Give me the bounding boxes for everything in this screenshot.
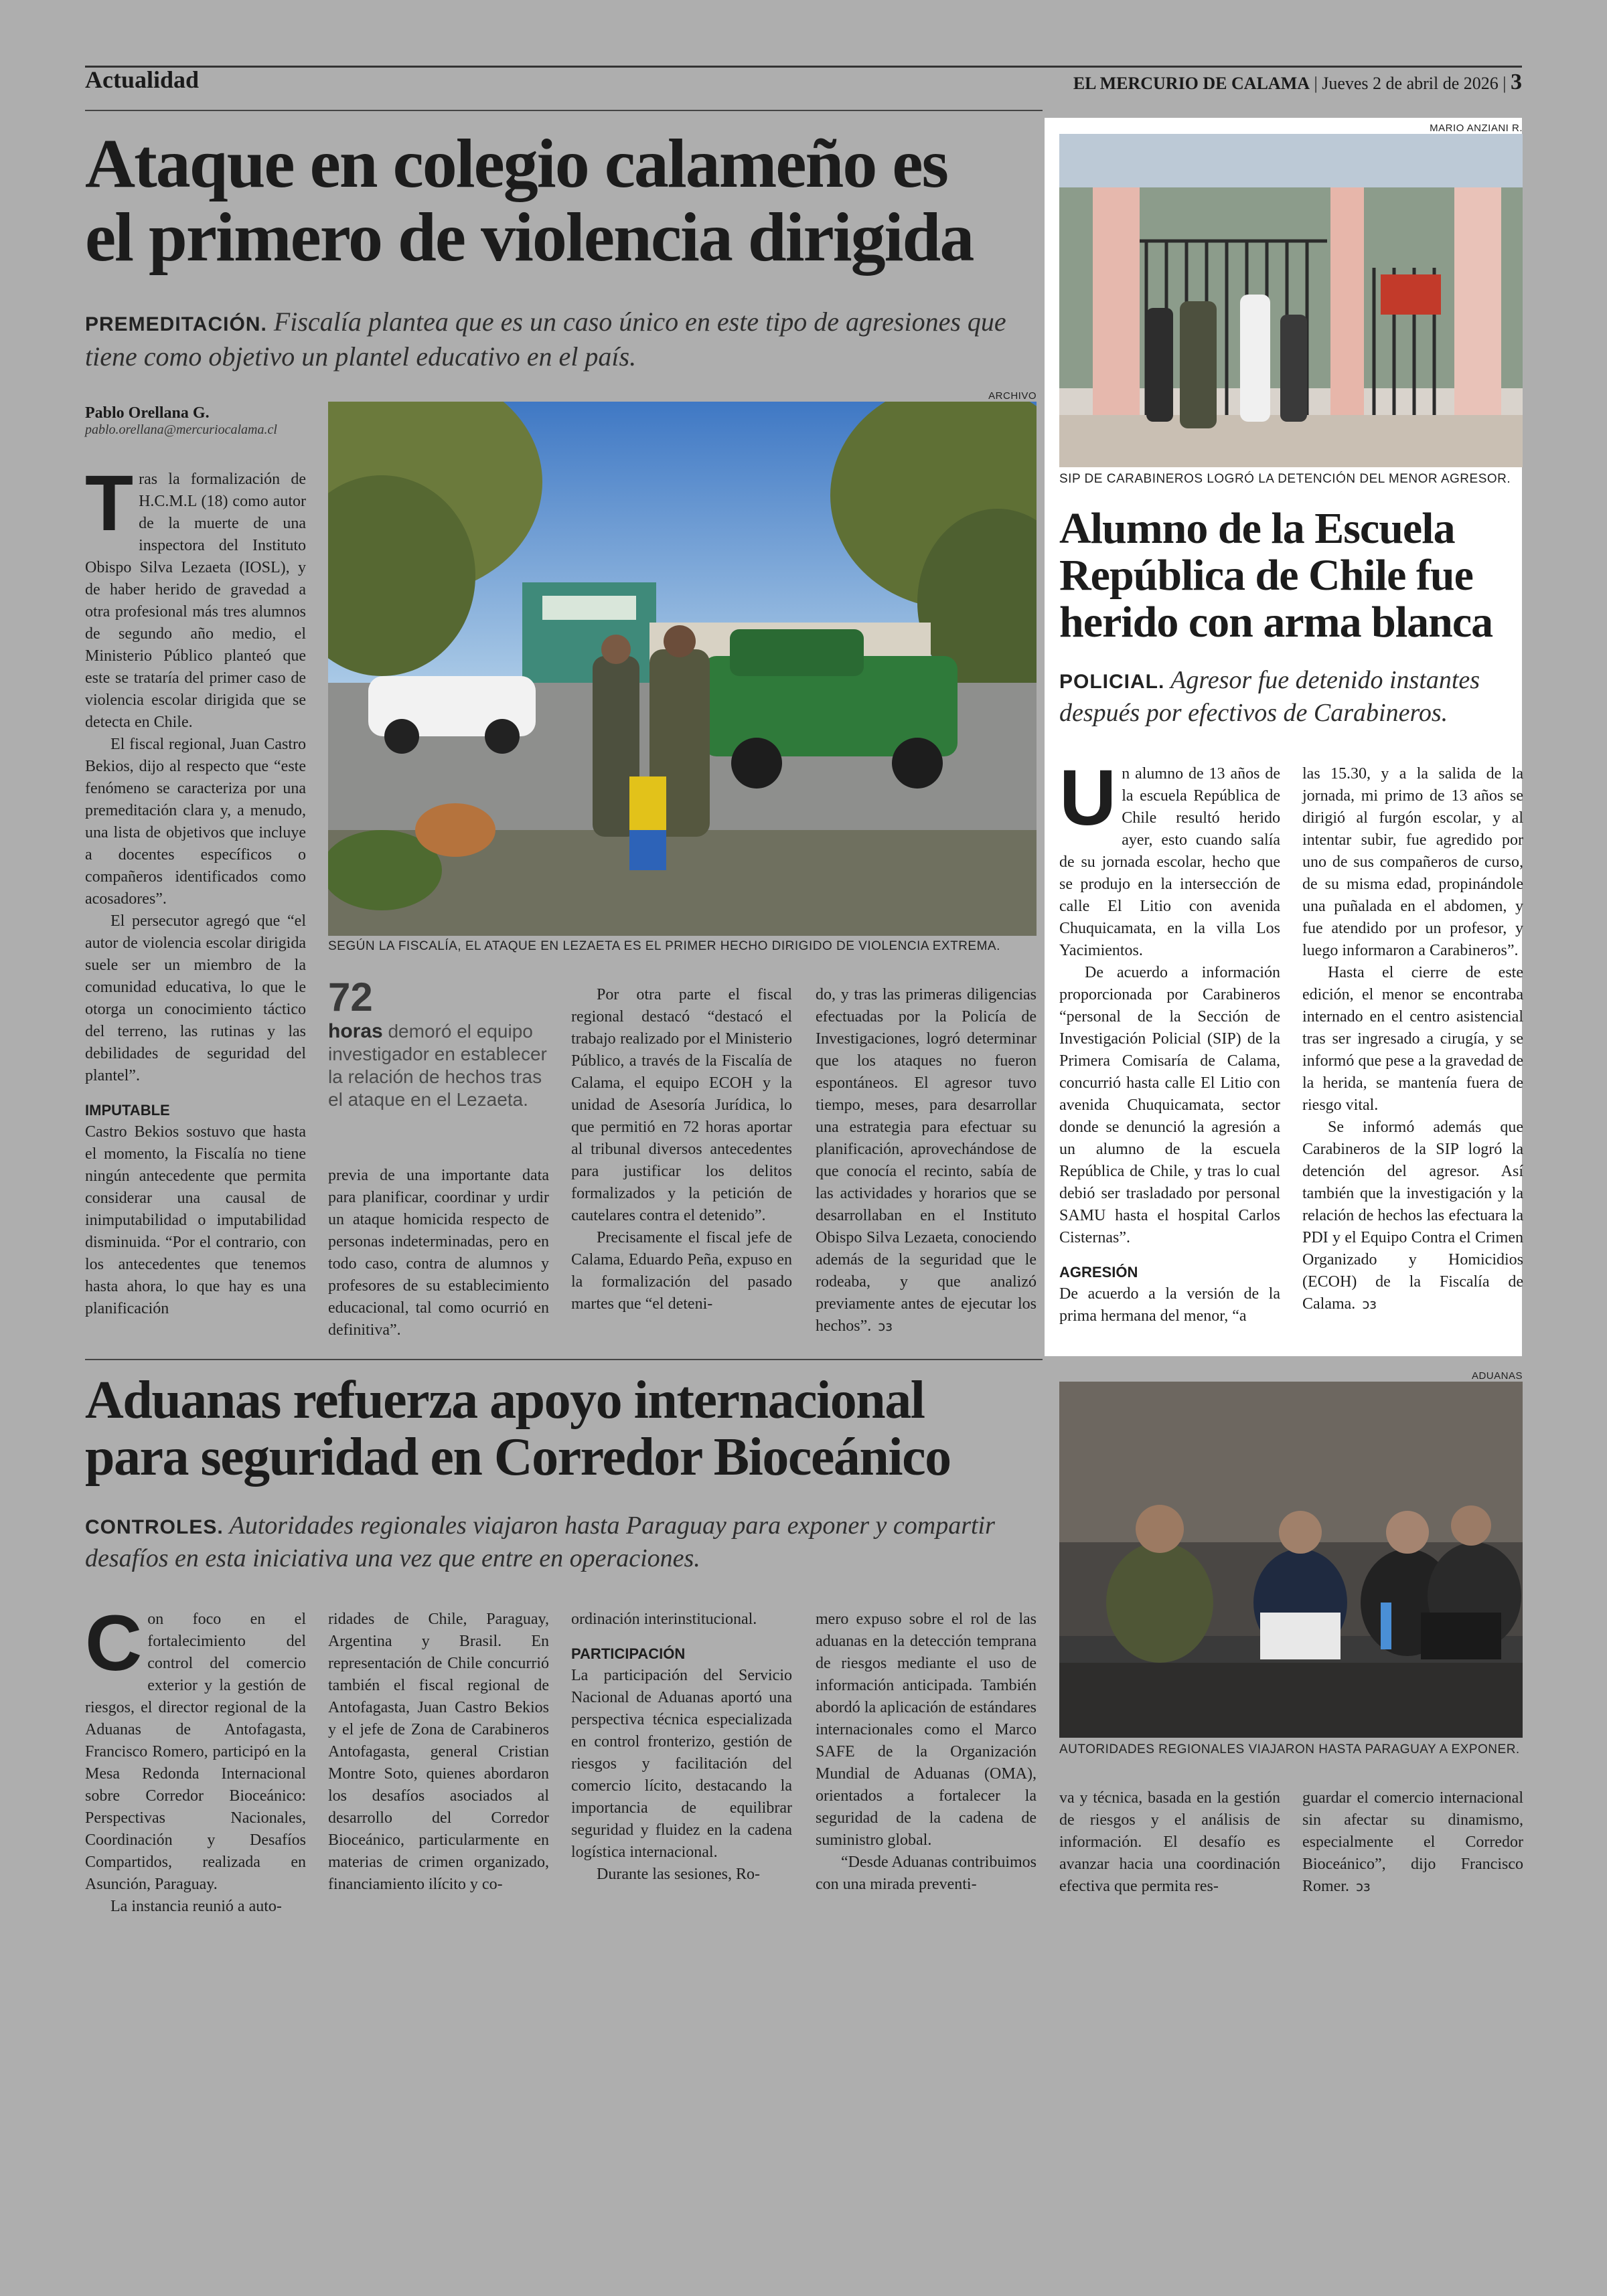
end-mark: ↄз	[1356, 1878, 1371, 1894]
page-date: Jueves 2 de abril de 2026	[1322, 74, 1499, 93]
article1-stat-box	[328, 974, 549, 1111]
school-gate-image	[1059, 134, 1523, 467]
newspaper-name: EL MERCURIO DE CALAMA	[1073, 74, 1310, 93]
article2-caption: SIP DE CARABINEROS LOGRÓ LA DETENCIÓN DEL MENOR AGRESOR.	[1059, 472, 1511, 486]
article2-col1-p2: De acuerdo a información proporcionada por Carabineros “personal de la Sección de Investigación Policial (SIP) de la Primera Comisaría de Calama, concurrió hasta calle El Litio con avenida Chuquicamata, sector donde se denunció la agresión a un alumno de la escuela República de Chile, y tras lo cual debió ser trasladado por personal SAMU hasta el hospital Carlos Cisternas”.	[1059, 964, 1280, 1246]
stat-number: 72	[328, 975, 373, 1019]
article1-headline-line1: Ataque en colegio calameño es	[85, 125, 948, 202]
article3-col6-p1: guardar el comercio internacional sin afectar su dinamismo, especialmente el Corredor Bioceánico”, dijo Francisco Romer. ↄз	[1302, 1789, 1523, 1895]
article1-headline	[85, 127, 1049, 274]
article2-headline: Alumno de la Escuela República de Chile fue herido con arma blanca	[1059, 504, 1493, 647]
article2-col2-p2: Hasta el cierre de este edición, el menor se encontraba internado en el centro asistencial tras ser ingresado a cirugía, y se informó que pese a la gravedad de la herida, se mantenía fuera de riesgo vital.	[1302, 964, 1523, 1114]
author-email[interactable]: pablo.orellana@mercuriocalama.cl	[85, 422, 277, 437]
header-bottom-rule	[85, 110, 1043, 111]
article1-col1-p3: El persecutor agregó que “el autor de violencia escolar dirigida suele ser un miembro de la comunidad educativa, lo que le otorga un conocimiento táctico del terreno, las rutinas y las debilidades de seguridad del plantel”.	[85, 912, 306, 1084]
stat-unit: horas	[328, 1020, 383, 1042]
article3-col3-p2: La participación del Servicio Nacional de Aduanas aportó una perspectiva técnica especializada en control fronterizo, gestión de riesgos y facilitación del comercio lícito, destacando la importancia de equilibrar seguridad y fluidez en la cadena logística internacional.	[571, 1667, 792, 1861]
article3-col5-p1: va y técnica, basada en la gestión de riesgos y el análisis de información. El desafío es avanzar hacia una coordinación efectiva que permita res-	[1059, 1789, 1280, 1895]
article1-column-3	[571, 984, 792, 1315]
article3-col3-p3: Durante las sesiones, Ro-	[597, 1866, 760, 1883]
article2-column-2	[1302, 763, 1523, 1315]
author-name: Pablo Orellana G.	[85, 404, 210, 422]
article3-col2-p1: ridades de Chile, Paraguay, Argentina y Brasil. En representación de Chile concurrió también el fiscal regional de Antofagasta, Juan Castro Bekios y el jefe de Zona de Carabineros Antofagasta, general Cristian Montre Soto, quienes abordaron los desafíos asociados al desarrollo del Corredor Bioceánico, particularmente en materias de crimen organizado, financiamiento ilícito y co-	[328, 1611, 549, 1893]
article3-subhead: PARTICIPACIÓN	[571, 1645, 686, 1662]
article2-column-1	[1059, 754, 1280, 1327]
meeting-panel-image	[1059, 1382, 1523, 1738]
article1-headline-line2: el primero de violencia dirigida	[85, 199, 974, 276]
article1-col3-p2: Precisamente el fiscal jefe de Calama, Eduardo Peña, expuso en la formalización del pasado martes que “el deteni-	[571, 1229, 792, 1313]
article1-photo	[328, 402, 1037, 936]
article3-column-2	[328, 1609, 549, 1896]
article1-col1-p1: Tras la formalización de H.C.M.L (18) como autor de la muerte de una inspectora del Instituto Obispo Silva Lezaeta (IOSL), y de haber herido de gravedad a otra profesional más tres alumnos de segundo año medio, el Ministerio Público planteó que este se trataría del primer caso de violencia escolar dirigida que se detecta en Chile.	[85, 459, 306, 731]
article1-column-4	[816, 984, 1037, 1337]
article1-column-1	[85, 459, 306, 1320]
article1-subhead: IMPUTABLE	[85, 1102, 170, 1119]
dropcap: C	[85, 1599, 143, 1688]
article2-col1-p1: Un alumno de 13 años de la escuela República de Chile resultó herido ayer, esto cuando salía de su jornada escolar, hecho que se produjo en la intersección de calle El Litio con avenida Chuquicamata, en la villa Los Yacimientos.	[1059, 754, 1280, 959]
article3-column-5	[1059, 1787, 1280, 1898]
page-number: 3	[1511, 70, 1522, 94]
article3-kicker: CONTROLES.	[85, 1516, 224, 1538]
article3-photo	[1059, 1382, 1523, 1738]
article3-column-1	[85, 1599, 306, 1918]
article3-headline: Aduanas refuerza apoyo internacional para seguridad en Corredor Bioceánico	[85, 1371, 951, 1487]
article2-kicker: POLICIAL.	[1059, 671, 1165, 693]
article3-column-3	[571, 1609, 792, 1886]
article3-top-rule	[85, 1359, 1043, 1360]
article1-byline	[85, 404, 313, 438]
article3-col1-p1: Con foco en el fortalecimiento del control del comercio exterior y la gestión de riesgos, el director regional de la Aduanas de Antofagasta, Francisco Romero, participó en la Mesa Redonda Internacional sobre Corredor Bioceánico: Perspectivas Nacionales, Coordinación y Desafíos Compartidos, realizada en Asunción, Paraguay.	[85, 1599, 306, 1893]
article1-col1-p2: El fiscal regional, Juan Castro Bekios, dijo al respecto que “este fenómeno se caracteriza por una premeditación clara y, a menudo, una lista de objetivos que incluye a docentes específicos o compañeros identificados como acosadores”.	[85, 736, 306, 908]
article1-col4-p1: do, y tras las primeras diligencias efectuadas por la Policía de Investigaciones, logró determinar que los ataques no fueron espontáneos. El agresor tuvo tiempo, meses, para desarrollar una estrategia para efectuar su planificación, aprovechándose de que conocía el recinto, sabía de las actividades y horarios que se desarrollaban en el Instituto Obispo Silva Lezaeta, conociendo además de la seguridad que le rodeaba, y que analizó previamente antes de ejecutar los hechos”. ↄз	[816, 986, 1037, 1335]
article1-kicker: PREMEDITACIÓN.	[85, 313, 267, 335]
article2-subhead: AGRESIÓN	[1059, 1264, 1138, 1281]
article3-col3-p1: ordinación interinstitucional.	[571, 1611, 757, 1628]
article1-col3-p1: Por otra parte el fiscal regional destacó “destacó el trabajo realizado por el Ministerio Público, a través de la Fiscalía de Calama, el equipo ECOH y la unidad de Asesoría Jurídica, lo que permitió en 72 horas aportar al tribunal diversos antecedentes para justificar los delitos formalizados y la petición de cautelares contra el detenido”.	[571, 986, 792, 1224]
article3-caption: AUTORIDADES REGIONALES VIAJARON HASTA PARAGUAY A EXPONER.	[1059, 1742, 1520, 1756]
article3-col1-p2: La instancia reunió a auto-	[110, 1898, 282, 1915]
article1-photo-credit: ARCHIVO	[988, 390, 1037, 402]
dropcap: T	[85, 459, 134, 548]
article1-col1-p4: Castro Bekios sostuvo que hasta el momento, la Fiscalía no tiene ningún antecedente que permita considerar una causal de inimputabilidad o imputabilidad disminuida. “Por el contrario, con los antecedentes que tenemos hasta ahora, lo que hay es una planificación	[85, 1123, 306, 1317]
article3-photo-credit: ADUANAS	[1471, 1370, 1523, 1382]
header-top-rule	[85, 66, 1522, 68]
article2-col2-p1: las 15.30, y a la salida de la jornada, mi primo de 13 años se dirigió al furgón escolar, y al intentar subir, fue agredido por uno de sus compañeros de curso, de su misma edad, propinándole una puñalada en el abdomen, y fue atendido por un profesor, y luego informaron a Carabineros”.	[1302, 765, 1523, 959]
article2-photo	[1059, 134, 1523, 467]
article3-column-6	[1302, 1787, 1523, 1898]
article2-col2-p3: Se informó además que Carabineros de la SIP logró la detención del agresor. Así también que la investigación y la relación de hechos las efectuara la PDI y el Equipo Contra el Crimen Organizado y Homicidios (ECOH) de la Fiscalía de Calama. ↄз	[1302, 1119, 1523, 1313]
dropcap: U	[1059, 754, 1117, 842]
folio: EL MERCURIO DE CALAMA | Jueves 2 de abril de 2026 | 3	[1073, 70, 1522, 94]
article1-deck-text: Fiscalía plantea que es un caso único en este tipo de agresiones que tiene como objetivo un plantel educativo en el país.	[85, 307, 1006, 372]
article2-deck: POLICIAL. Agresor fue detenido instantes después por efectivos de Carabineros.	[1059, 666, 1480, 728]
article1-column-2	[328, 1165, 549, 1341]
article1-col2-p1: previa de una importante data para planificar, coordinar y urdir un ataque homicida respecto de personas indeterminadas, pero en todo caso, contra de alumnos y profesores de su establecimiento educacional, tal como ocurrió en definitiva”.	[328, 1167, 549, 1339]
article1-deck	[85, 305, 1049, 374]
section-name: Actualidad	[85, 66, 200, 93]
end-mark: ↄз	[878, 1318, 893, 1334]
article3-col4-p1: mero expuso sobre el rol de las aduanas en la detección temprana de riesgos mediante el uso de información anticipada. También abordó la aplicación de estándares internacionales como el Marco SAFE de la Organización Mundial de Aduanas (OMA), orientados a fortalecer la seguridad de la cadena de suministro global.	[816, 1611, 1037, 1849]
stat-text: horas demoró el equipo investigador en establecer la relación de hechos tras el ataque en el Lezaeta.	[328, 1020, 547, 1110]
article2-photo-credit: MARIO ANZIANI R.	[1430, 122, 1523, 134]
article1-caption: SEGÚN LA FISCALÍA, EL ATAQUE EN LEZAETA ES EL PRIMER HECHO DIRIGIDO DE VIOLENCIA EXTREMA.	[328, 939, 1000, 953]
article3-col4-p2: “Desde Aduanas contribuimos con una mirada preventi-	[816, 1854, 1037, 1893]
school-street-police-image	[328, 402, 1037, 936]
end-mark: ↄз	[1362, 1296, 1377, 1312]
article3-deck: CONTROLES. Autoridades regionales viajaron hasta Paraguay para exponer y compartir desafíos en esta iniciativa una vez que entre en operaciones.	[85, 1511, 995, 1573]
article2-col1-p3: De acuerdo a la versión de la prima hermana del menor, “a	[1059, 1285, 1280, 1325]
article3-column-4	[816, 1609, 1037, 1896]
